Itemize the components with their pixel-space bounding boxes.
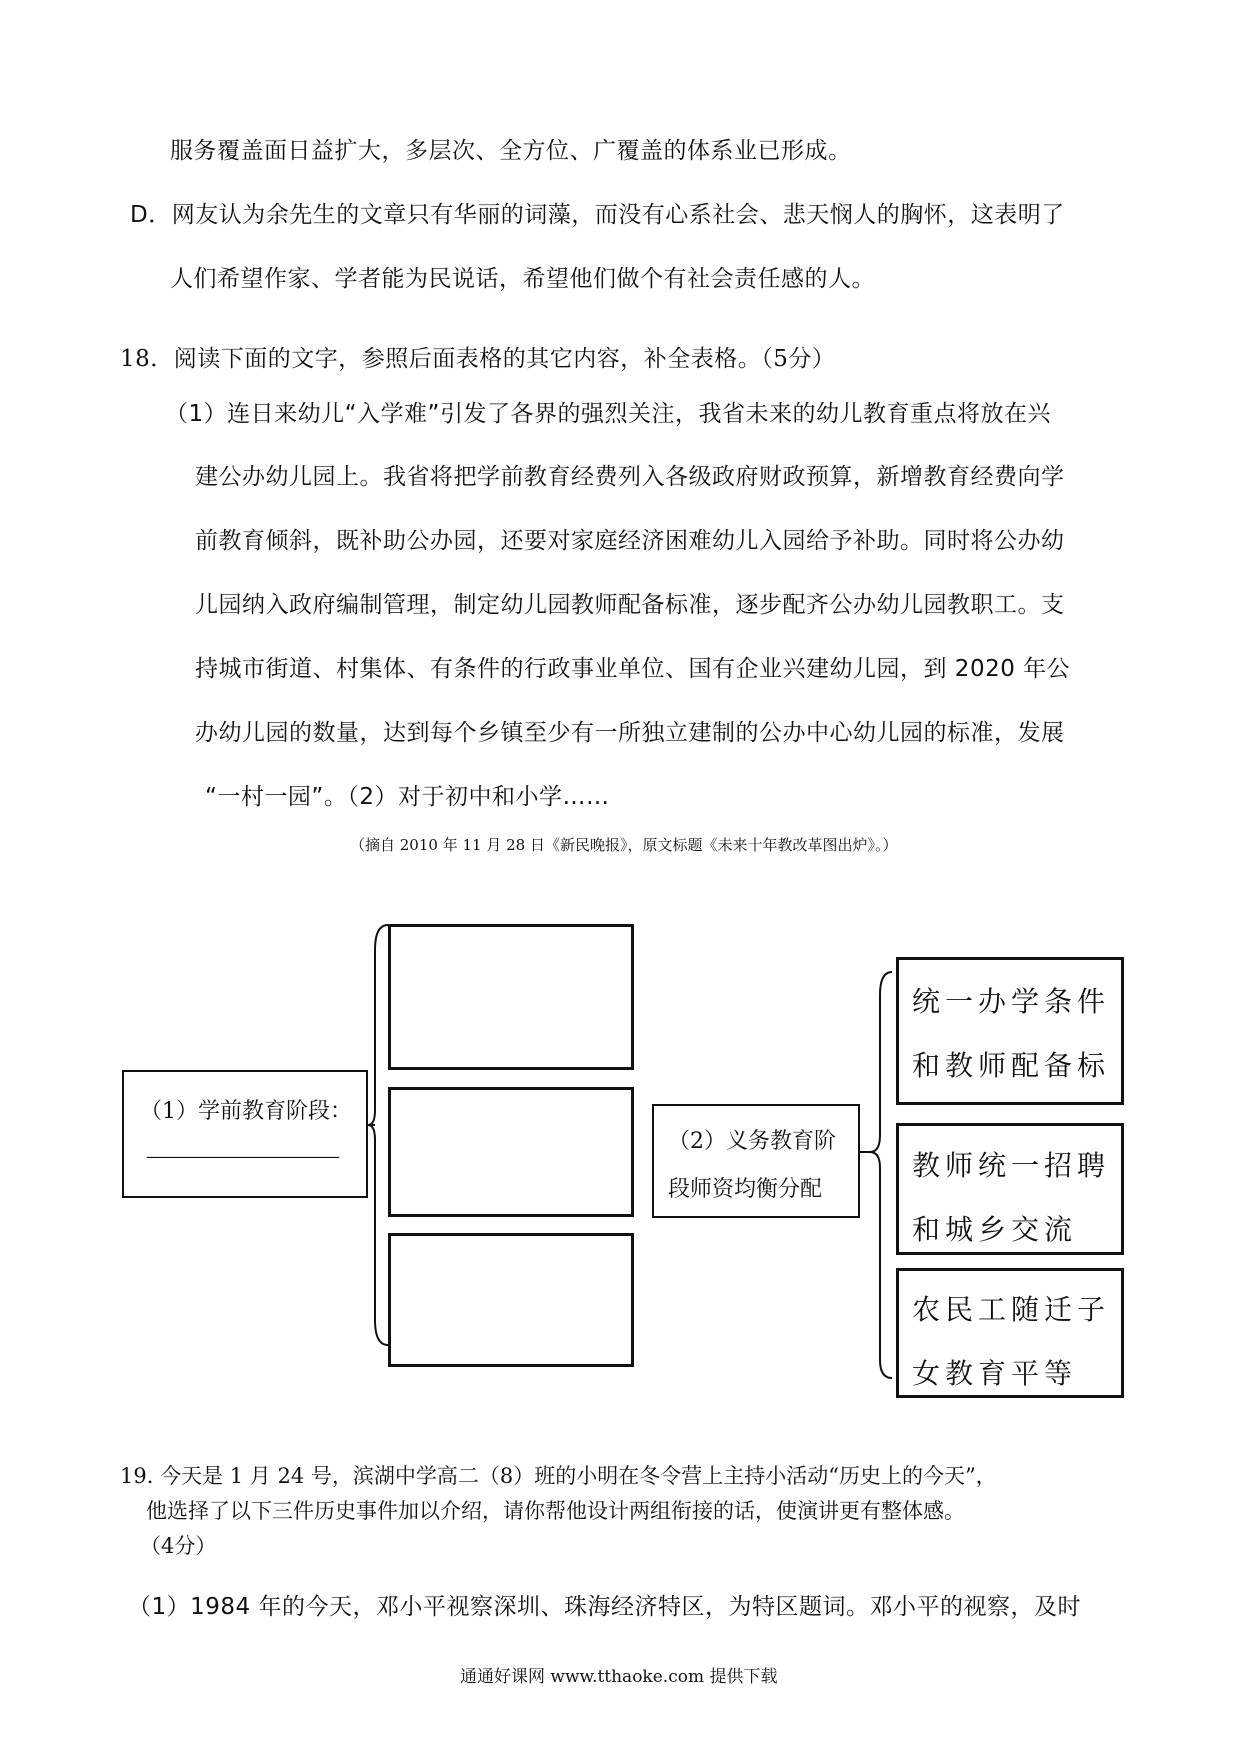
measure-2-line-2: 和城乡交流 (912, 1213, 1078, 1246)
passage-line-1: （1）连日来幼儿“入学难”引发了各界的强烈关注，我省未来的幼儿教育重点将放在兴 (165, 401, 1051, 427)
passage-line-6: 办幼儿园的数量，达到每个乡镇至少有一所独立建制的公办中心幼儿园的标准，发展 (195, 720, 1065, 746)
compulsory-stage-label-1: （2）义务教育阶 (668, 1129, 836, 1154)
answer-box-2[interactable] (388, 1087, 634, 1217)
question-19-line-3: （4分） (140, 1534, 217, 1558)
question-18-prompt: 18．阅读下面的文字，参照后面表格的其它内容，补全表格。（5分） (120, 346, 836, 372)
measure-3-line-2: 女教育平等 (912, 1357, 1078, 1390)
option-d-line-1: D．网友认为余先生的文章只有华丽的词藻，而没有心系社会、悲天悯人的胸怀，这表明了 (130, 202, 1065, 228)
answer-box-3[interactable] (388, 1233, 634, 1367)
source-citation: （摘自 2010 年 11 月 28 日《新民晚报》，原文标题《未来十年教改革图出炉》。） (350, 836, 898, 854)
option-d-line-2: 人们希望作家、学者能为民说话，希望他们做个有社会责任感的人。 (170, 266, 875, 292)
question-19-line-1: 19. 今天是 1 月 24 号，滨湖中学高二（8）班的小明在冬令营上主持小活动“历史上的今天”， (120, 1464, 997, 1488)
answer-box-1[interactable] (388, 924, 634, 1070)
measure-1-line-1: 统一办学条件 (912, 985, 1111, 1018)
page-footer: 通通好课网 www.tthaoke.com 提供下载 (460, 1667, 778, 1687)
passage-line-3: 前教育倾斜，既补助公办园，还要对家庭经济困难幼儿入园给予补助。同时将公办幼 (195, 528, 1065, 554)
question-19-line-2: 他选择了以下三件历史事件加以介绍，请你帮他设计两组衔接的话，使演讲更有整体感。 (146, 1499, 965, 1523)
passage-line-4: 儿园纳入政府编制管理，制定幼儿园教师配备标准，逐步配齐公办幼儿园教职工。支 (195, 592, 1065, 618)
passage-line-5: 持城市街道、村集体、有条件的行政事业单位、国有企业兴建幼儿园，到 2020 年公 (195, 656, 1071, 682)
measure-3-line-1: 农民工随迁子 (912, 1293, 1111, 1326)
preschool-stage-box (122, 1070, 368, 1198)
measure-1-line-2: 和教师配备标 (912, 1049, 1111, 1082)
preschool-stage-blank: ———————————— (146, 1146, 338, 1167)
passage-line-7: “一村一园”。（2）对于初中和小学…… (205, 784, 610, 810)
compulsory-stage-label-2: 段师资均衡分配 (668, 1177, 823, 1202)
question-19-item-1: （1）1984 年的今天，邓小平视察深圳、珠海经济特区，为特区题词。邓小平的视察，及时 (128, 1594, 1081, 1620)
option-c-continuation: 服务覆盖面日益扩大，多层次、全方位、广覆盖的体系业已形成。 (170, 138, 852, 164)
passage-line-2: 建公办幼儿园上。我省将把学前教育经费列入各级政府财政预算，新增教育经费向学 (195, 464, 1065, 490)
preschool-stage-label: （1）学前教育阶段： (140, 1099, 352, 1124)
measure-2-line-1: 教师统一招聘 (912, 1149, 1111, 1182)
